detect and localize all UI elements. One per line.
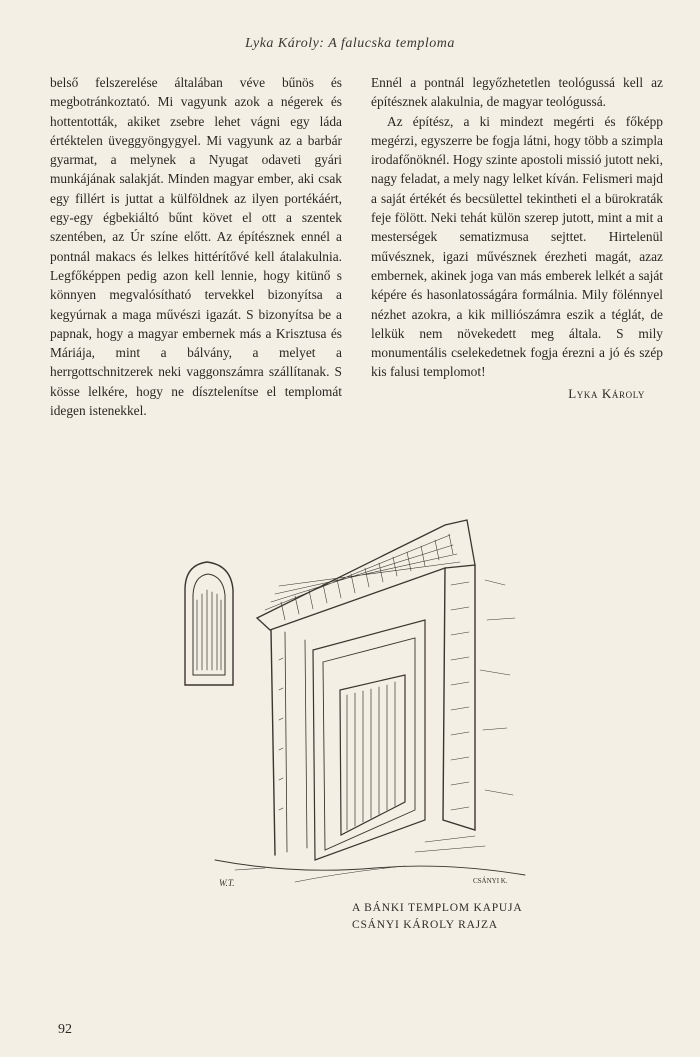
figure-caption — [352, 900, 572, 934]
caption-line-2: CSÁNYI KÁROLY RAJZA — [352, 919, 498, 931]
right-text-column — [371, 73, 663, 403]
drawing-monogram: W.T. — [219, 878, 235, 888]
right-paragraph-2: Az építész, a ki mindezt megérti és főképp megérzi, egyszerre be fogja látni, hogy több a szimpla irodafőnöknél. Hogy szinte apostoli missió jutott neki, nagy feladat, a mely nagy lelket kíván. Felismeri majd a saját értékét és becsülettel tekintheti el a bürokraták feje fölött. Neki tehát külön szerep jutott, mint a mit a mesterségek sematizmusa sejttet. Hirtelenül művésznek, igazi művésznek érezheti magát, azaz embernek, akinek joga van más emberek lelkét a saját képére és hasonlatosságára formálnia. Mily fölénnyel nézhet azokra, a kik milliószámra eszik a téglát, de lelkük nem növekedett meg általa. S mily monumentális cselekedetnek fogja érezni a jó és szép kis falusi templomot! — [371, 113, 663, 380]
right-paragraph-1: Ennél a pontnál legyőzhetetlen teológussá kell az építésznek alakulnia, de magyar teológussá. — [371, 75, 663, 110]
caption-line-1: A BÁNKI TEMPLOM KAPUJA — [352, 902, 523, 914]
page-number: 92 — [58, 1022, 72, 1037]
author-signature: Lyka Károly — [568, 385, 645, 401]
church-gate-drawing — [175, 490, 550, 895]
running-header: Lyka Károly: A falucska temploma — [245, 36, 455, 51]
drawing-artist-signature: CSÁNYI K. — [473, 877, 508, 885]
left-paragraph-1: belső felszerelése általában véve bűnös és megbotránkoztató. Mi vagyunk azok a négerek és hottentották, akiket zsebre lehet vágni egy láda értéktelen üveggyöngygyel. Mi vagyunk az a barbár gyarmat, a melynek a Nyugat odaveti gyári munkájának salakját. Minden magyar ember, aki csak egy fillért is juttat a külföldnek az ilyen portékáért, egy-egy égbekiáltó bűnt követ el ott a szentek szentében, az Úr színe előtt. Az építésznek ennél a pontnál makacs és lelkes hittérítővé kell átalakulnia. Legfőképpen pedig azon kell lennie, hogy kitünő s könnyen megvalósítható tervekkel bizonyítsa a kegyúrnak a maga művészi igazát. S bizonyítsa be a papnak, hogy a magyar embernek más a Krisztusa és Máriája, mint a bálvány, a melyet a herrgottschnitzerek neki vaggonszámra szállítanak. S kösse lelkére, hogy ne dísztelenítse el templomát idegen istenekkel. — [50, 75, 342, 419]
left-text-column — [50, 73, 342, 420]
